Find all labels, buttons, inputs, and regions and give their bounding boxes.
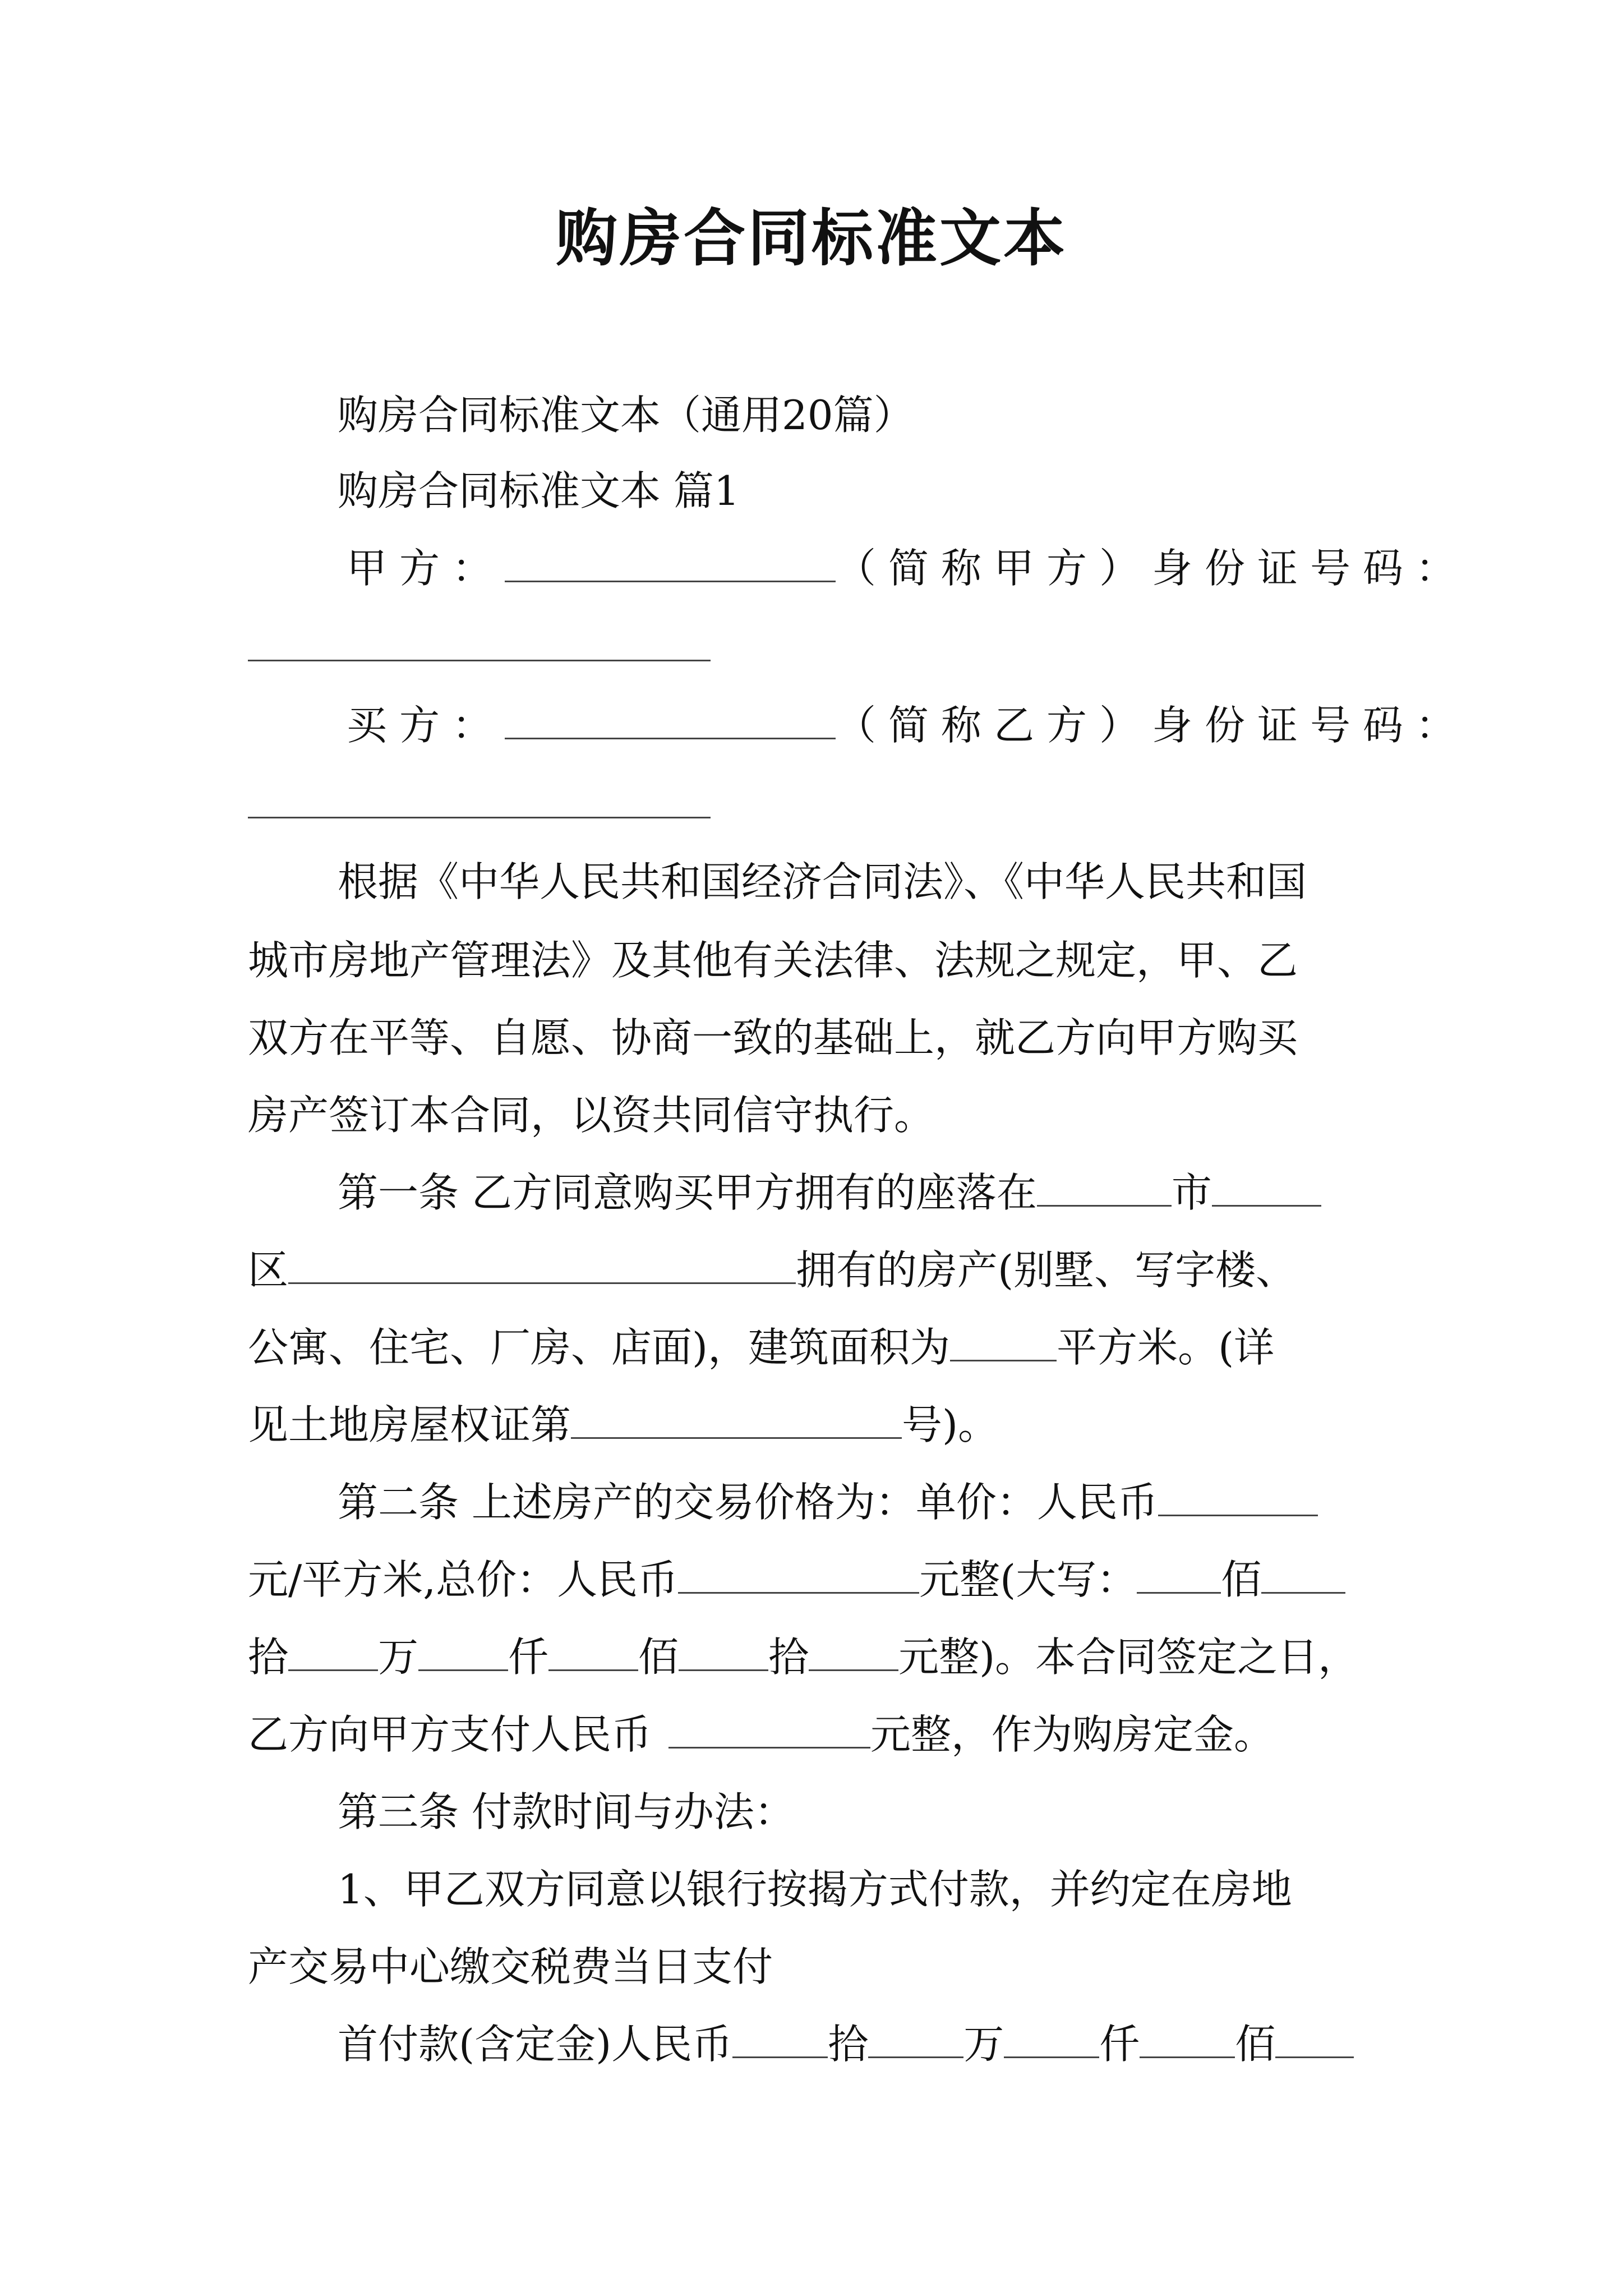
area-blank <box>950 1323 1057 1361</box>
ten-label: 拾 <box>248 1634 289 1681</box>
capital-text: 元整(大写： <box>919 1556 1137 1603</box>
down-payment-line <box>338 2016 1381 2072</box>
unit-price-blank <box>1158 1478 1318 1516</box>
preamble-line-1: 根据《中华人民共和国经济合同法》、《中华人民共和国 <box>338 858 1307 905</box>
down-hundred-blank <box>1140 2019 1235 2058</box>
yuan-blank <box>809 1632 898 1671</box>
article-2-text: 第二条 上述房产的交易价格为：单价：人民币 <box>338 1479 1158 1526</box>
address-blank <box>288 1245 796 1284</box>
down-tail-blank <box>1275 2019 1354 2058</box>
deposit-text: 乙方向甲方支付人民币 <box>248 1711 652 1758</box>
document-title: 购房合同标准文本 <box>556 202 1067 274</box>
hundred-2-blank <box>548 1632 638 1671</box>
down-thousand-label: 仟 <box>1099 2021 1140 2068</box>
down-tenthousand-blank <box>868 2019 963 2058</box>
article-3-item-1-line-2: 产交易中心缴交税费当日支付 <box>248 1943 773 1990</box>
signing-text: 元整)。本合同签定之日， <box>898 1634 1359 1681</box>
down-tenthousand-label: 万 <box>963 2021 1004 2068</box>
city-blank <box>1037 1168 1172 1207</box>
party-b-id-blank <box>248 817 711 818</box>
down-payment-text: 首付款(含定金)人民币 <box>338 2021 733 2068</box>
party-a-line <box>347 540 1469 596</box>
party-b-label: 买方： <box>347 702 505 749</box>
total-price-text: 元/平方米,总价：人民币 <box>248 1556 679 1603</box>
party-b-id-label: 身份证号码： <box>1152 702 1469 749</box>
party-b-abbr: （简称乙方） <box>836 702 1152 749</box>
hundred-label: 佰 <box>1221 1556 1262 1603</box>
tenthousand-blank <box>288 1632 378 1671</box>
area-unit-text: 平方米。(详 <box>1057 1324 1275 1371</box>
thousand-label: 仟 <box>508 1634 549 1681</box>
hundred-blank <box>1137 1555 1221 1594</box>
total-price-blank <box>678 1555 919 1594</box>
article-2-line-3 <box>248 1629 1381 1685</box>
party-b-line <box>347 697 1469 753</box>
thousand-blank <box>418 1632 508 1671</box>
ten-2-label: 拾 <box>768 1634 809 1681</box>
district-label: 区 <box>248 1246 289 1294</box>
article-3-item-1-line-1: 1、甲乙双方同意以银行按揭方式付款，并约定在房地 <box>338 1866 1292 1913</box>
article-2-line-4 <box>248 1706 1381 1763</box>
area-text: 公寓、住宅、厂房、店面)，建筑面积为 <box>248 1324 951 1371</box>
city-label: 市 <box>1171 1169 1212 1216</box>
article-2-line-2 <box>248 1552 1381 1608</box>
party-b-name-blank <box>505 701 836 739</box>
preamble-line-2: 城市房地产管理法》及其他有关法律、法规之规定，甲、乙 <box>248 937 1298 984</box>
ten-blank <box>1261 1555 1345 1594</box>
section-heading: 购房合同标准文本 篇1 <box>338 467 740 514</box>
article-1-line-2 <box>248 1242 1381 1298</box>
deposit-suffix: 元整，作为购房定金。 <box>870 1711 1275 1758</box>
article-1-line-4 <box>248 1397 1381 1453</box>
certificate-suffix: 号)。 <box>902 1401 999 1448</box>
document-subtitle: 购房合同标准文本（通用20篇） <box>338 392 914 439</box>
party-a-label: 甲方： <box>347 545 505 592</box>
certificate-text: 见土地房屋权证第 <box>248 1401 571 1448</box>
party-a-name-blank <box>505 544 836 582</box>
ten-2-blank <box>679 1632 768 1671</box>
article-2-line-1 <box>338 1474 1381 1530</box>
property-type-text: 拥有的房产(别墅、写字楼、 <box>796 1246 1297 1294</box>
article-3-heading: 第三条 付款时间与办法： <box>338 1788 795 1835</box>
down-ten-blank <box>732 2019 828 2058</box>
party-a-id-label: 身份证号码： <box>1152 545 1469 592</box>
hundred-2-label: 佰 <box>638 1634 679 1681</box>
certificate-number-blank <box>571 1400 902 1439</box>
party-a-id-blank <box>248 660 711 661</box>
down-thousand-blank <box>1004 2019 1099 2058</box>
tenthousand-label: 万 <box>378 1634 419 1681</box>
preamble-line-3: 双方在平等、自愿、协商一致的基础上，就乙方向甲方购买 <box>248 1014 1298 1061</box>
preamble-line-4: 房产签订本合同，以资共同信守执行。 <box>248 1092 935 1139</box>
article-1-line-1 <box>338 1165 1381 1221</box>
article-1-line-3 <box>248 1319 1381 1375</box>
deposit-blank <box>668 1710 870 1749</box>
article-1-text: 第一条 乙方同意购买甲方拥有的座落在 <box>338 1169 1037 1216</box>
down-ten-label: 拾 <box>828 2021 869 2068</box>
party-a-abbr: （简称甲方） <box>836 545 1152 592</box>
down-hundred-label: 佰 <box>1235 2021 1276 2068</box>
district-blank <box>1212 1168 1321 1207</box>
